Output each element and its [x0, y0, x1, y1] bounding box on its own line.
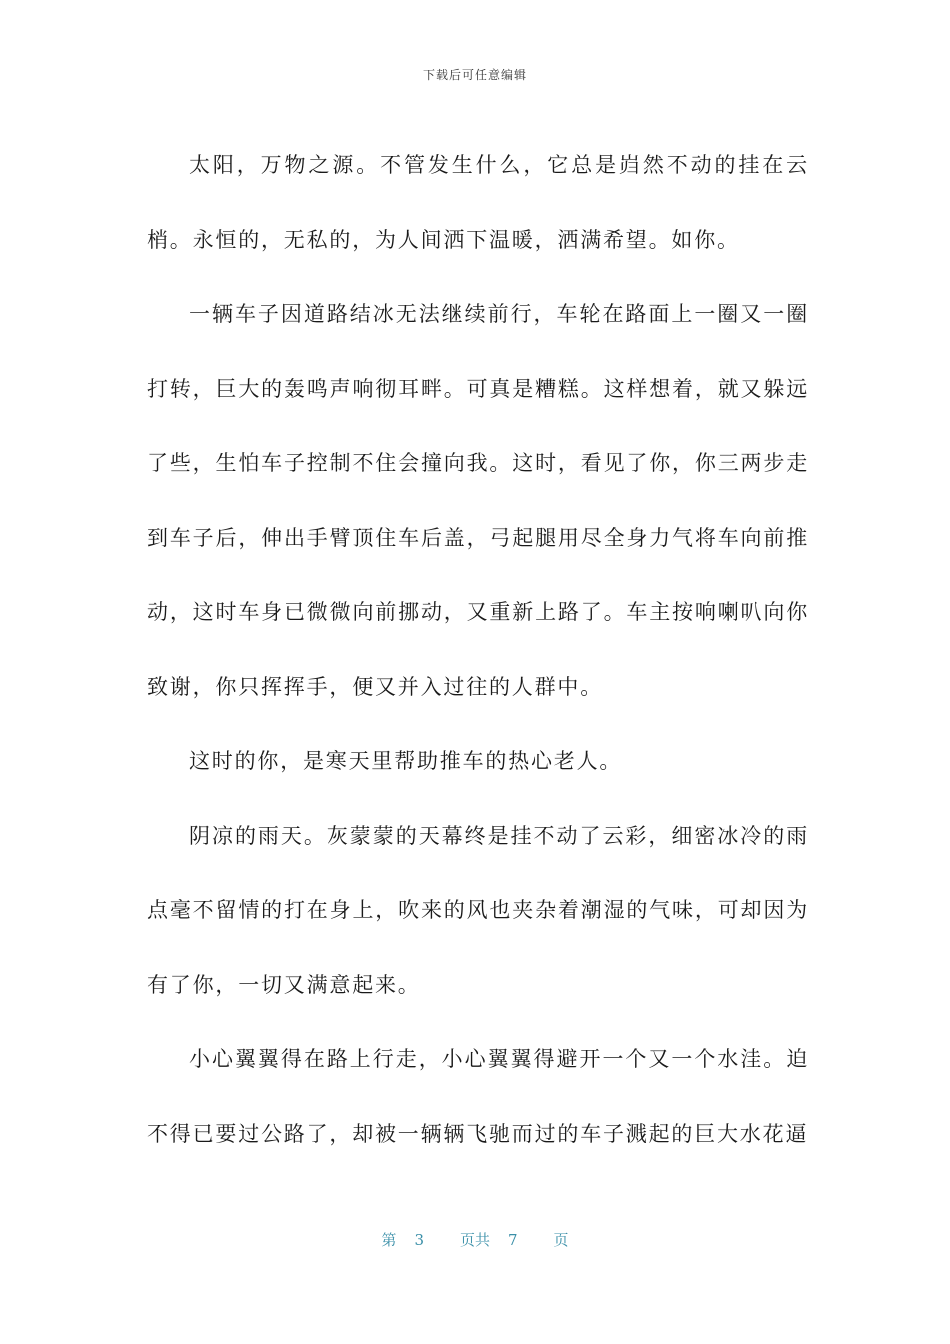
paragraph: 太阳，万物之源。不管发生什么，它总是岿然不动的挂在云梢。永恒的，无私的，为人间洒下温暖，洒满希望。如你。	[147, 153, 809, 252]
footer-prefix: 第	[381, 1231, 397, 1249]
current-page-number: 3	[414, 1231, 424, 1249]
paragraph: 一辆车子因道路结冰无法继续前行，车轮在路面上一圈又一圈打转，巨大的轰鸣声响彻耳畔。可真是糟糕。这样想着，就又躲远了些，生怕车子控制不住会撞向我。这时，看见了你，你三两步走到车子后，伸出手臂顶住车后盖，弓起腿用尽全身力气将车向前推动，这时车身已微微向前挪动，又重新上路了。车主按响喇叭向你致谢，你只挥挥手，便又并入过往的人群中。	[147, 302, 809, 699]
document-body	[147, 128, 809, 1171]
paragraph: 阴凉的雨天。灰蒙蒙的天幕终是挂不动了云彩，细密冰冷的雨点毫不留情的打在身上，吹来的风也夹杂着潮湿的气味，可却因为有了你，一切又满意起来。	[147, 823, 809, 997]
paragraph: 这时的你，是寒天里帮助推车的热心老人。	[189, 749, 623, 773]
page-header: 下载后可任意编辑	[422, 68, 527, 82]
paragraph: 小心翼翼得在路上行走，小心翼翼得避开一个又一个水洼。迫不得已要过公路了，却被一辆辆飞驰而过的车子溅起的巨大水花逼	[147, 1047, 809, 1146]
footer-suffix: 页	[553, 1231, 569, 1249]
footer-middle: 页共	[459, 1231, 490, 1249]
page-footer	[0, 1229, 950, 1250]
total-pages-number: 7	[508, 1231, 518, 1249]
